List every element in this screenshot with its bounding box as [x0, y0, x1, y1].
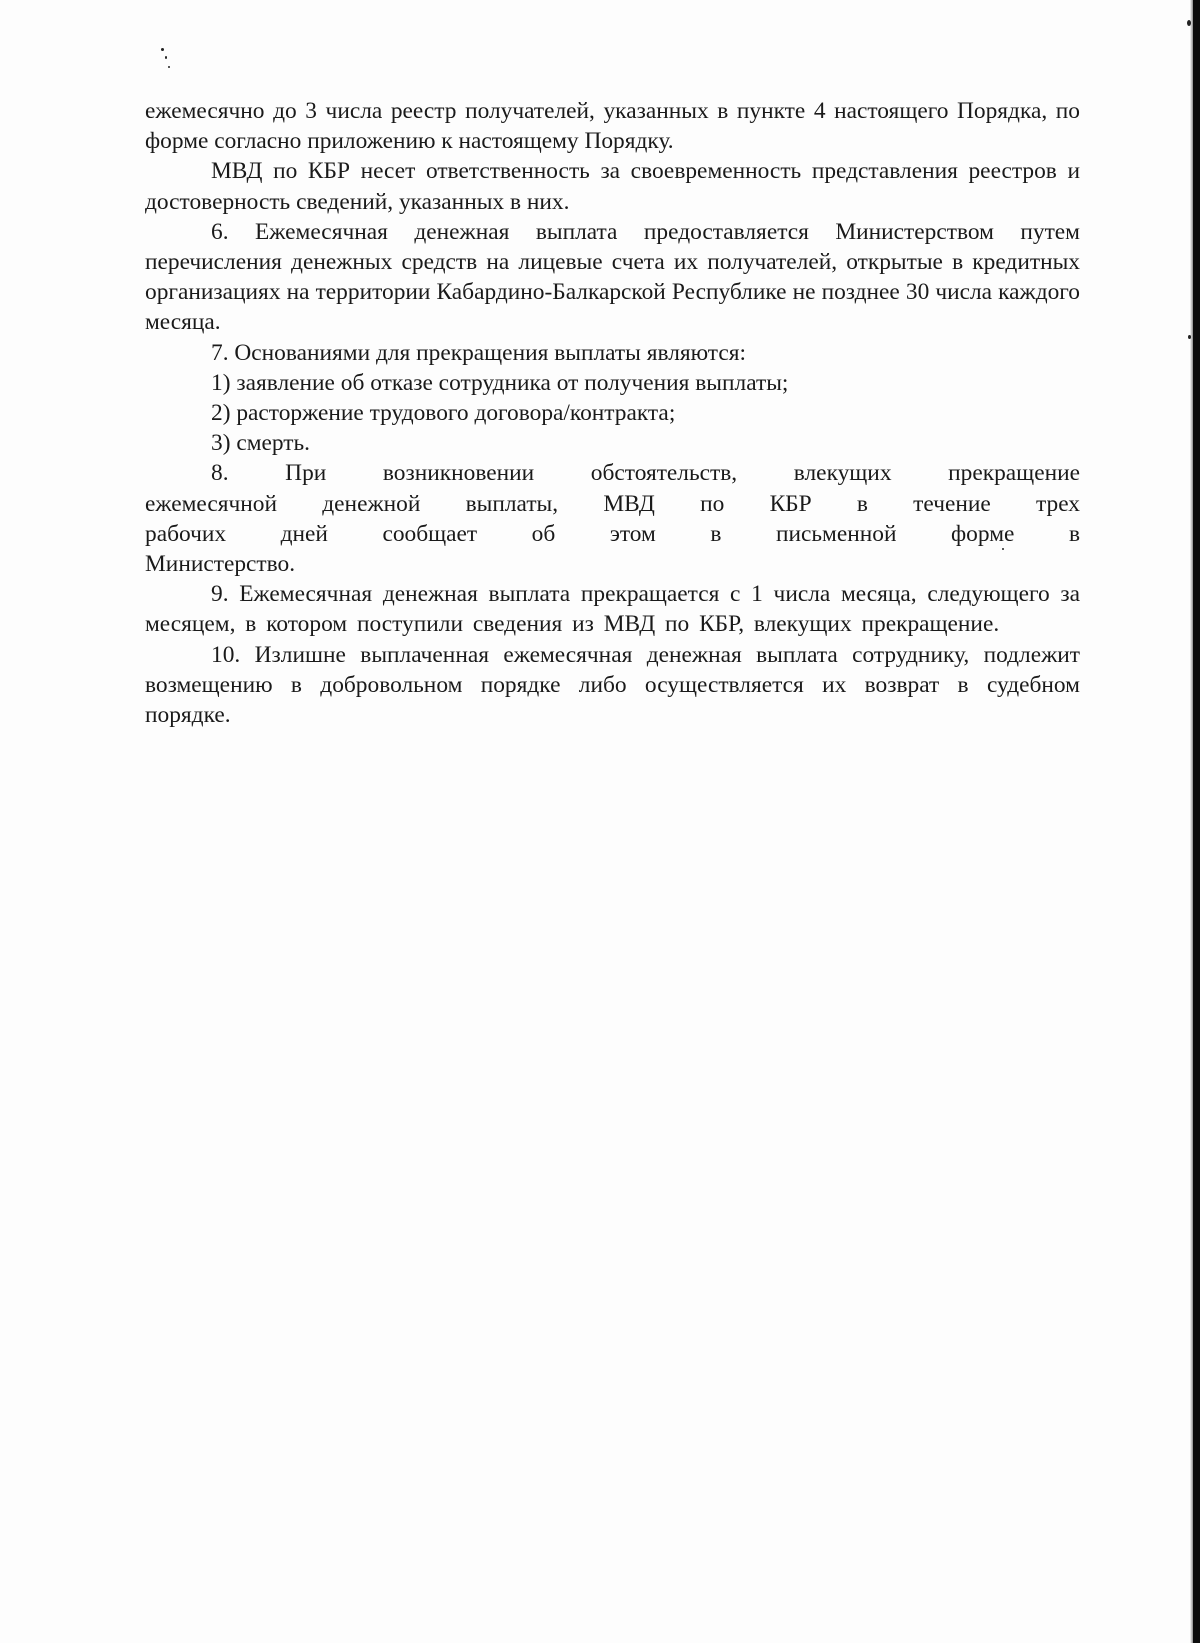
- paragraph-item-6: 6. Ежемесячная денежная выплата предоставляется Министерством путем перечисления денежных средств на лицевые счета их получателей, открытые в кредитных организациях на территории Кабардино-Балкарской Республике не позднее 30 числа каждого месяца.: [145, 218, 1080, 336]
- paragraph-item-8: 8. При возникновении обстоятельств, влекущих прекращение ежемесячной денежной выплаты, МВД по КБР в течение трех рабочих дней сообщает об этом в письменной форме в Министерство.: [145, 460, 1080, 578]
- scan-speck: [168, 66, 170, 68]
- list-item-3: 3) смерть.: [211, 430, 311, 457]
- list-item-2: 2) расторжение трудового договора/контракта;: [211, 400, 676, 427]
- scan-border: [1193, 0, 1200, 1643]
- document-body: [145, 96, 1080, 730]
- paragraph-item-7: 7. Основаниями для прекращения выплаты являются:: [211, 339, 746, 366]
- scan-speck: [165, 56, 167, 59]
- paragraph-responsibility: МВД по КБР несет ответственность за своевременность представления реестров и достоверность сведений, указанных в них.: [145, 158, 1080, 215]
- paragraph-item-9: 9. Ежемесячная денежная выплата прекращается с 1 числа месяца, следующего за месяцем, в котором поступили сведения из МВД по КБР, влекущих прекращение.: [145, 581, 1080, 638]
- paragraph-registry-continuation: ежемесячно до 3 числа реестр получателей, указанных в пункте 4 настоящего Порядка, по форме согласно приложению к настоящему Порядку.: [145, 98, 1080, 155]
- paragraph-item-10: 10. Излишне выплаченная ежемесячная денежная выплата сотруднику, подлежит возмещению в добровольном порядке либо осуществляется их возврат в судебном порядке.: [145, 641, 1080, 729]
- list-item-1: 1) заявление об отказе сотрудника от получения выплаты;: [211, 369, 789, 396]
- scan-speck: [161, 48, 164, 51]
